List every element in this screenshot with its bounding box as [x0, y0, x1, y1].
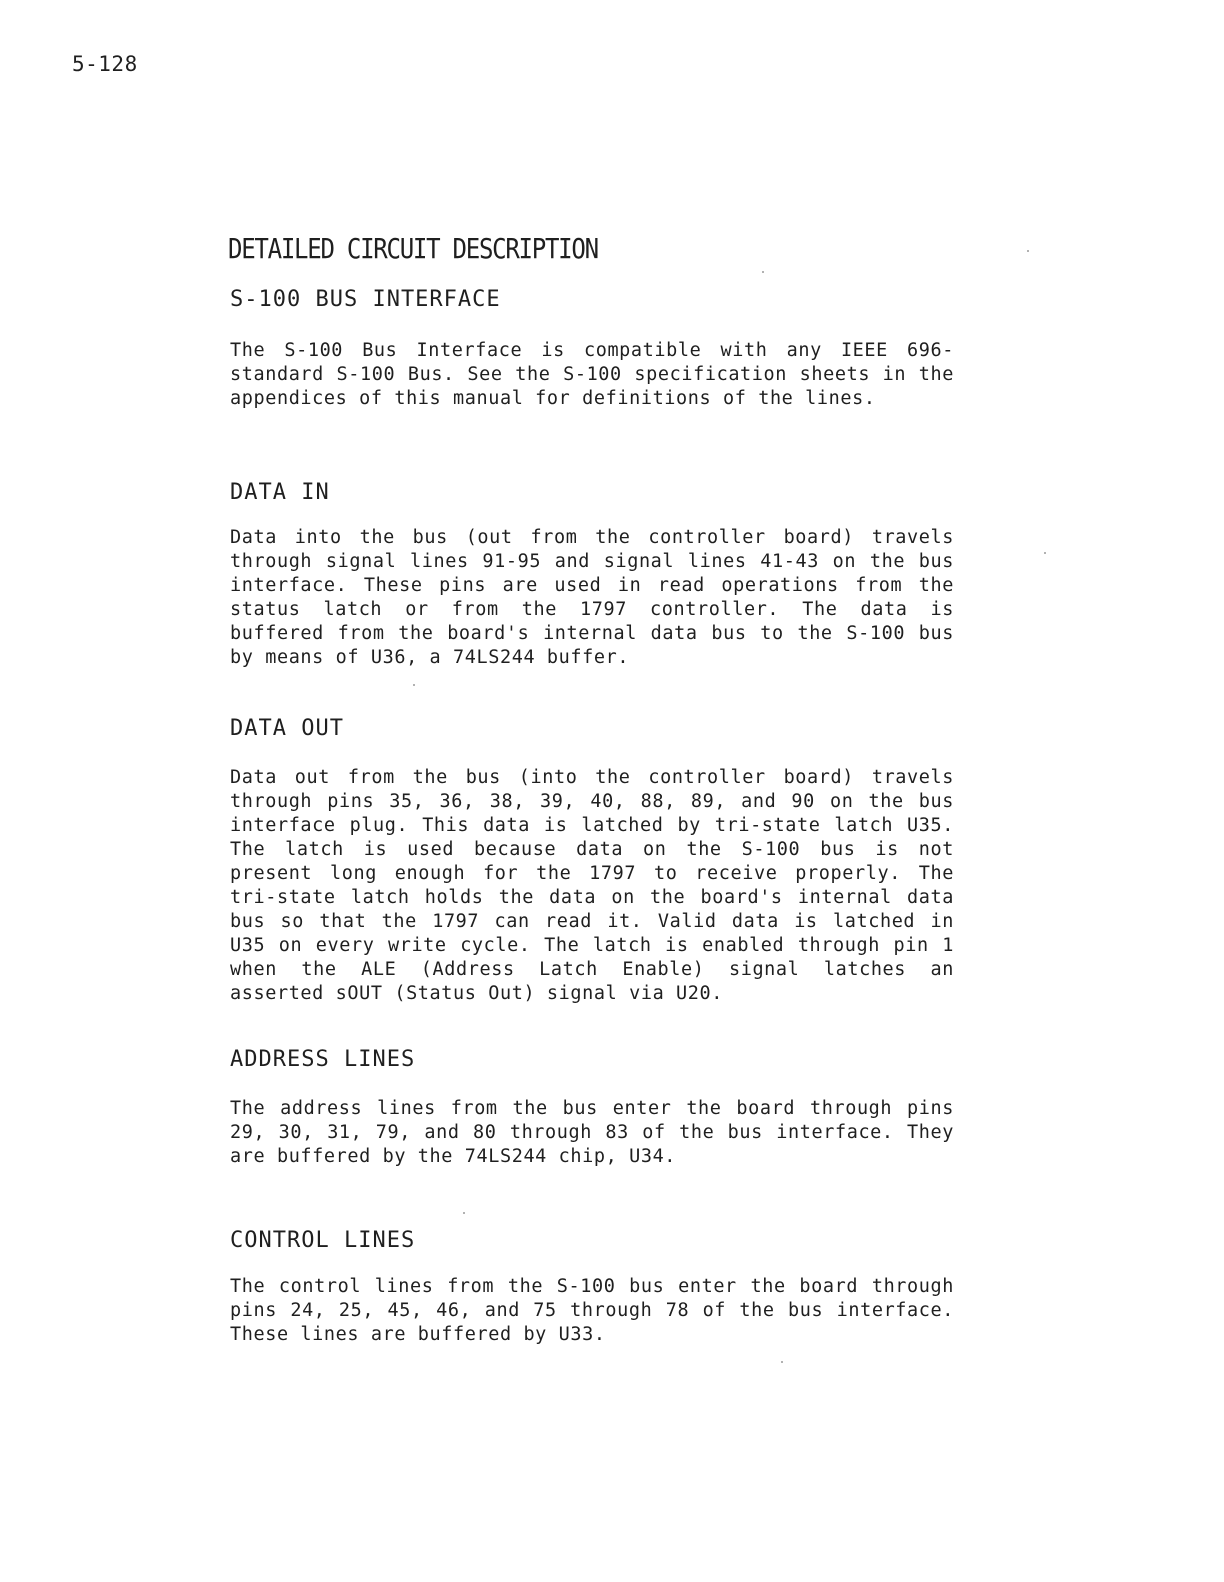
- page-number: 5-128: [72, 52, 138, 76]
- section-body-control-lines: The control lines from the S-100 bus enter the board through pins 24, 25, 45, 46, and 75 through 78 of the bus interface. These lines are buffered by U33.: [230, 1276, 954, 1345]
- section-body-data-out: Data out from the bus (into the controller board) travels through pins 35, 36, 38, 39, 40, 88, 89, and 90 on the bus interface plug. This data is latched by tri-state latch U35. The latch is used because data on the S-100 bus is not present long enough for the 1797 to receive properly. The tri-state latch holds the data on the board's internal data bus so that the 1797 can read it. Valid data is latched in U35 on every write cycle. The latch is enabled through pin 1 when the ALE (Address Latch Enable) signal latches an asserted sOUT (Status Out) signal via U20.: [230, 767, 954, 1004]
- scan-speck: [781, 1361, 783, 1363]
- scan-speck: [1044, 552, 1046, 554]
- section-heading-data-in: DATA IN: [230, 480, 330, 505]
- section-heading-s100-bus-interface: S-100 BUS INTERFACE: [230, 287, 501, 312]
- scan-speck: [413, 684, 415, 686]
- scan-speck: [463, 1212, 465, 1214]
- scan-speck: [1027, 250, 1029, 252]
- section-heading-control-lines: CONTROL LINES: [230, 1228, 416, 1253]
- page-title: DETAILED CIRCUIT DESCRIPTION: [228, 232, 598, 265]
- section-heading-address-lines: ADDRESS LINES: [230, 1047, 416, 1072]
- section-body-s100-bus-interface: The S-100 Bus Interface is compatible with any IEEE 696-standard S-100 Bus. See the S-100 specification sheets in the appendices of this manual for definitions of the lines.: [230, 340, 954, 409]
- section-body-address-lines: The address lines from the bus enter the board through pins 29, 30, 31, 79, and 80 through 83 of the bus interface. They are buffered by the 74LS244 chip, U34.: [230, 1098, 954, 1167]
- section-heading-data-out: DATA OUT: [230, 716, 344, 741]
- section-body-data-in: Data into the bus (out from the controller board) travels through signal lines 91-95 and signal lines 41-43 on the bus interface. These pins are used in read operations from the status latch or from the 1797 controller. The data is buffered from the board's internal data bus to the S-100 bus by means of U36, a 74LS244 buffer.: [230, 527, 954, 668]
- scan-speck: [762, 271, 764, 273]
